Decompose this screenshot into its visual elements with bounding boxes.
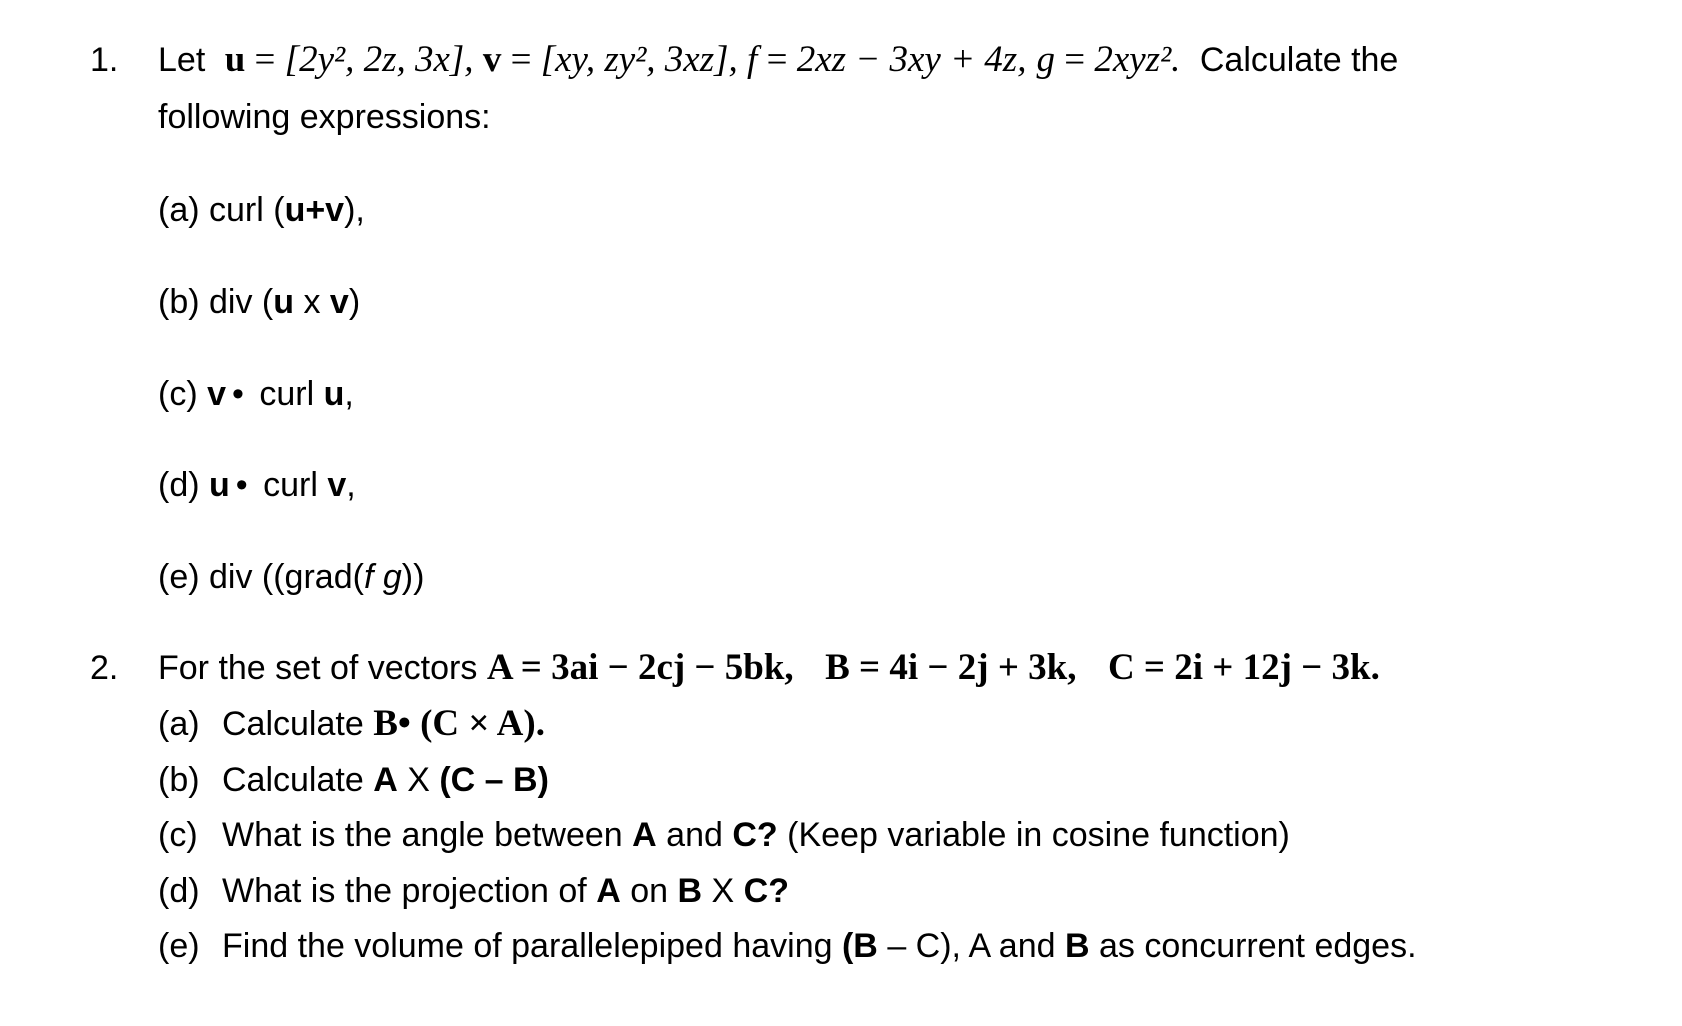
- q1-part-c-bold2: u: [323, 375, 345, 413]
- question-1-intro-line-2: following expressions:: [158, 98, 491, 136]
- q2-part-e: [158, 924, 1417, 968]
- q2-part-e-mid: – C), A and: [887, 927, 1056, 965]
- q2-part-b-text: Calculate: [222, 761, 364, 799]
- q2-part-a-label: (a): [158, 705, 200, 743]
- q1-part-b-bold: u: [273, 283, 295, 321]
- dot-operator-icon: •: [232, 375, 244, 413]
- q1-part-c-prefix: (c): [158, 375, 208, 413]
- q2-part-a: [158, 702, 545, 746]
- q2-part-d-label: (d): [158, 872, 200, 910]
- q1-part-e: [158, 555, 424, 599]
- q1-part-a-bold: u+v: [284, 191, 345, 229]
- g-value: 2xyz².: [1094, 39, 1181, 80]
- q2-part-e-text: Find the volume of parallelepiped having: [222, 927, 833, 965]
- question-1-number: 1.: [90, 41, 119, 79]
- f-name: f: [747, 39, 758, 80]
- question-1-intro: [158, 38, 1398, 82]
- q1-part-e-suffix: )): [401, 558, 425, 596]
- q2-part-a-math: B• (C × A).: [373, 703, 545, 744]
- question-2-number: 2.: [90, 649, 119, 687]
- vector-A-definition: A = 3ai − 2cj − 5bk,: [486, 647, 794, 688]
- q2-part-b: [158, 758, 549, 802]
- q2-part-c-text: What is the angle between: [222, 816, 623, 854]
- q2-part-b-label: (b): [158, 761, 200, 799]
- q2-part-e-suffix: as concurrent edges.: [1099, 927, 1417, 965]
- q1-part-a-prefix: (a) curl (: [158, 191, 285, 229]
- q1-part-d: [158, 463, 356, 507]
- q1-part-c-suffix: ,: [344, 375, 354, 413]
- q1-part-d-suffix: ,: [346, 466, 356, 504]
- q2-part-d-mid: on: [630, 872, 669, 910]
- q2-part-c: [158, 813, 1290, 857]
- q1-part-d-mid: curl: [253, 466, 328, 504]
- vector-C-definition: C = 2i + 12j − 3k.: [1107, 647, 1380, 688]
- q2-part-c-label: (c): [158, 816, 198, 854]
- q2-part-d-bold: A: [596, 872, 621, 910]
- question-2-intro: [158, 646, 1380, 690]
- q2-part-a-text: Calculate: [222, 705, 364, 743]
- q1-part-a-suffix: ),: [344, 191, 365, 229]
- q1-part-c-mid: curl: [249, 375, 324, 413]
- q2-part-c-suffix: (Keep variable in cosine function): [787, 816, 1290, 854]
- q1-intro-suffix: Calculate the: [1199, 41, 1399, 79]
- vector-B-definition: B = 4i − 2j + 3k,: [825, 647, 1077, 688]
- q1-part-b-suffix: ): [348, 283, 361, 321]
- q2-part-d: [158, 869, 789, 913]
- q2-part-e-bold: (B: [841, 927, 878, 965]
- q1-part-c: [158, 372, 354, 416]
- q2-part-d-bold3: C?: [743, 872, 789, 910]
- q2-part-c-mid: and: [666, 816, 723, 854]
- v-name: v: [482, 39, 502, 80]
- q2-part-d-text: What is the projection of: [222, 872, 587, 910]
- q1-part-d-prefix: (d): [158, 466, 209, 504]
- q1-part-b-prefix: (b) div (: [158, 283, 274, 321]
- q1-part-c-bold: v: [207, 375, 227, 413]
- f-value: 2xz − 3xy + 4z,: [796, 39, 1027, 80]
- q2-part-e-bold2: B: [1065, 927, 1090, 965]
- q1-part-b: [158, 280, 360, 324]
- q1-part-a: [158, 188, 365, 232]
- q1-part-e-prefix: (e) div ((grad(: [158, 558, 364, 596]
- u-value: [2y², 2z, 3x],: [284, 39, 474, 80]
- q2-part-d-bold2: B: [677, 872, 703, 910]
- dot-operator-icon: •: [235, 466, 248, 504]
- q2-part-b-mid: X: [407, 761, 430, 799]
- q1-part-b-mid: x: [294, 283, 330, 321]
- q2-part-b-bold2: (C – B): [439, 761, 549, 799]
- q1-part-d-bold: u: [209, 466, 230, 504]
- v-value: [xy, zy², 3xz],: [540, 39, 738, 80]
- q2-part-b-bold: A: [373, 761, 398, 799]
- q1-part-b-bold2: v: [329, 283, 349, 321]
- q1-definitions: u = [2y², 2z, 3x], v = [xy, zy², 3xz], f = 2xz − 3xy + 4z, g = 2xyz².: [224, 39, 1181, 80]
- g-name: g: [1036, 39, 1055, 80]
- q2-part-d-mid2: X: [711, 872, 735, 910]
- q2-part-e-label: (e): [158, 927, 200, 965]
- q2-part-c-bold: A: [632, 816, 657, 854]
- q2-part-c-bold2: C?: [732, 816, 778, 854]
- q1-intro-prefix: Let: [158, 41, 206, 79]
- u-name: u: [224, 39, 246, 80]
- q2-intro-prefix: For the set of vectors: [158, 649, 478, 687]
- q1-part-d-bold2: v: [327, 466, 347, 504]
- q1-part-e-italic: f g: [363, 558, 402, 596]
